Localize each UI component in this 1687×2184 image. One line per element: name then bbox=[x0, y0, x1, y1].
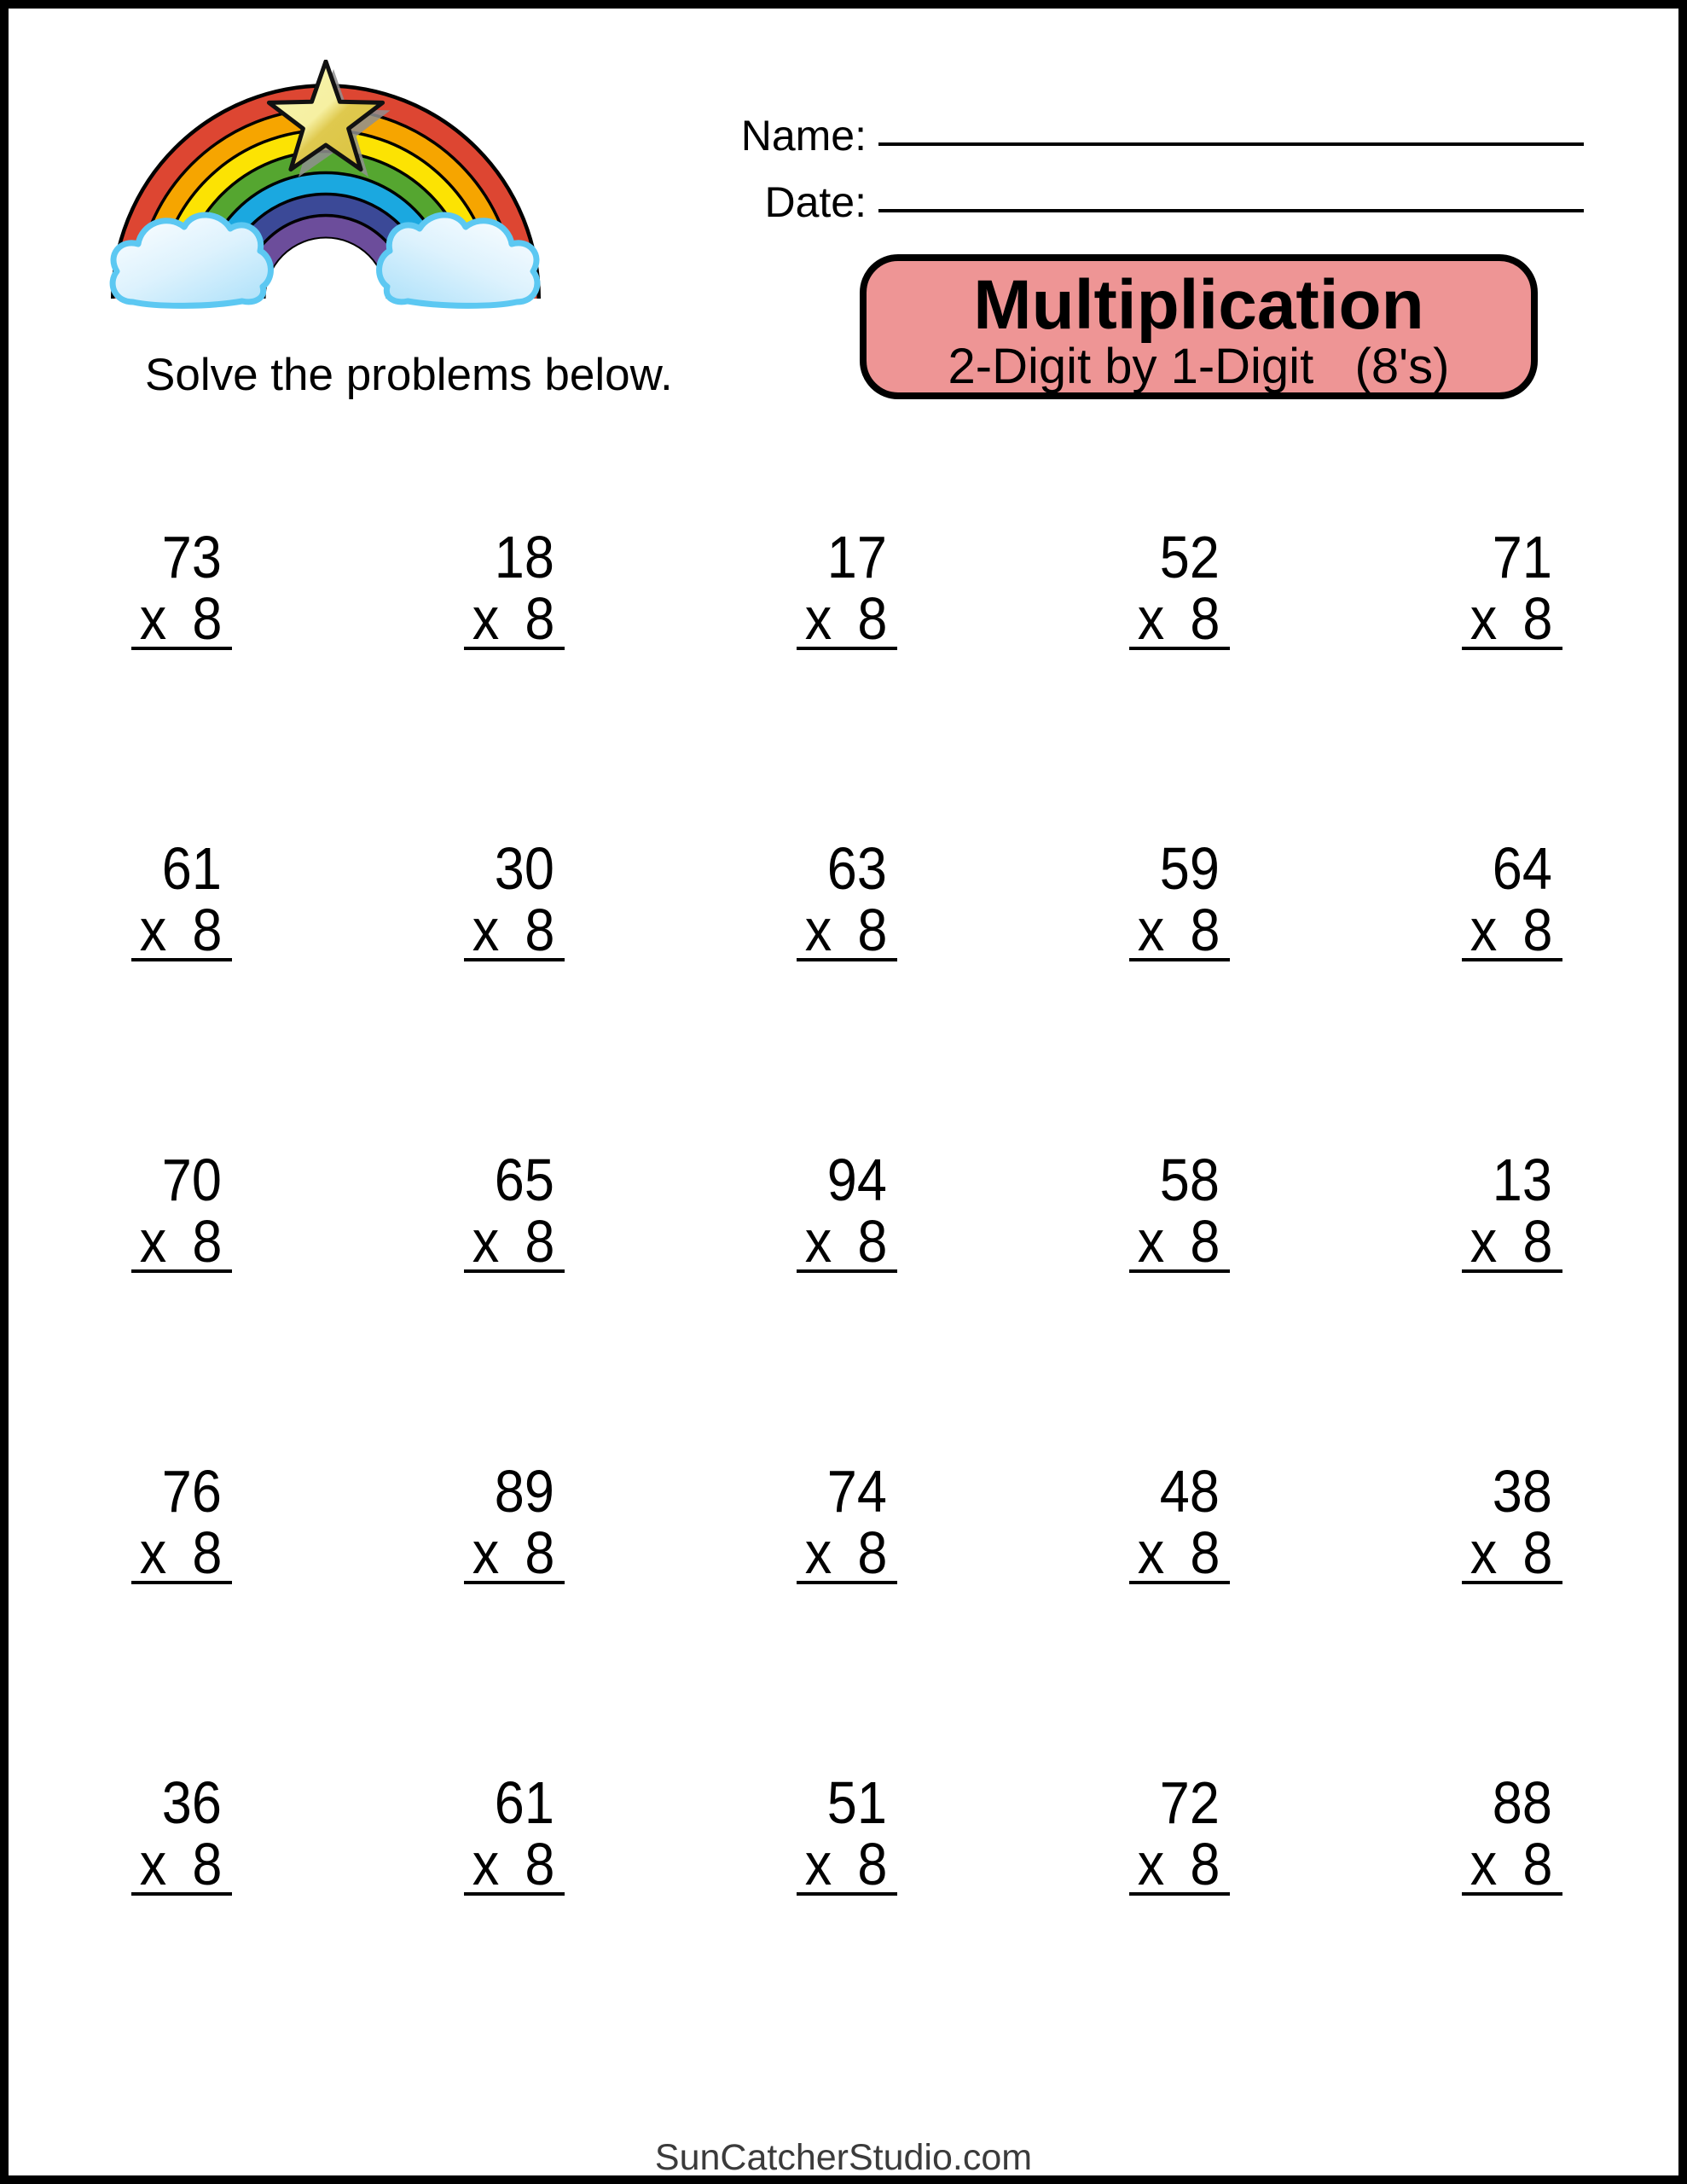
problem-12 bbox=[360, 1149, 565, 1273]
multiplier-row: x 8 bbox=[139, 585, 222, 652]
problem-18 bbox=[693, 1458, 897, 1586]
multiplier-row: x 8 bbox=[1137, 1208, 1220, 1275]
multiplier-row: x 8 bbox=[804, 1208, 887, 1275]
problem-11 bbox=[27, 1149, 232, 1273]
multiplicand: 59 bbox=[1159, 835, 1220, 902]
multiplier-row: x 8 bbox=[472, 1208, 554, 1275]
multiplier-row: x 8 bbox=[472, 1519, 554, 1586]
problem-25 bbox=[1358, 1769, 1562, 1897]
multiplier-row: x 8 bbox=[1137, 585, 1220, 652]
problem-13 bbox=[693, 1149, 897, 1273]
multiplicand: 36 bbox=[161, 1769, 222, 1836]
multiplier-row: x 8 bbox=[472, 897, 554, 963]
problem-23 bbox=[693, 1769, 897, 1897]
problem-9 bbox=[1025, 835, 1230, 963]
problem-3 bbox=[693, 526, 897, 650]
multiplicand: 88 bbox=[1492, 1769, 1552, 1836]
multiplier-row: x 8 bbox=[472, 1831, 554, 1897]
problem-2 bbox=[360, 526, 565, 650]
multiplier-row: x 8 bbox=[804, 897, 887, 963]
worksheet-subtitle: 2-Digit by 1-Digit (8's) bbox=[948, 339, 1450, 394]
multiplier-row: x 8 bbox=[1470, 1831, 1552, 1897]
problems-grid bbox=[9, 9, 1678, 2175]
multiplicand: 73 bbox=[161, 524, 222, 590]
multiplicand: 89 bbox=[494, 1458, 554, 1525]
multiplicand: 52 bbox=[1159, 524, 1220, 590]
problem-6 bbox=[27, 835, 232, 963]
multiplicand: 64 bbox=[1492, 835, 1552, 902]
instruction-text: Solve the problems below. bbox=[145, 350, 673, 400]
problem-10 bbox=[1358, 835, 1562, 963]
problem-7 bbox=[360, 835, 565, 963]
multiplicand: 76 bbox=[161, 1458, 222, 1525]
multiplicand: 63 bbox=[826, 835, 887, 902]
problem-8 bbox=[693, 835, 897, 963]
multiplier-row: x 8 bbox=[472, 585, 554, 652]
multiplier-row: x 8 bbox=[139, 1519, 222, 1586]
multiplicand: 38 bbox=[1492, 1458, 1552, 1525]
multiplier-row: x 8 bbox=[1470, 585, 1552, 652]
problem-1 bbox=[27, 526, 232, 650]
multiplier-row: x 8 bbox=[1470, 1519, 1552, 1586]
multiplicand: 13 bbox=[1492, 1147, 1552, 1213]
problem-22 bbox=[360, 1769, 565, 1897]
multiplicand: 17 bbox=[826, 524, 887, 590]
multiplier-row: x 8 bbox=[804, 585, 887, 652]
multiplier-row: x 8 bbox=[139, 1831, 222, 1897]
multiplicand: 70 bbox=[161, 1147, 222, 1213]
multiplicand: 72 bbox=[1159, 1769, 1220, 1836]
multiplicand: 61 bbox=[494, 1769, 554, 1836]
problem-17 bbox=[360, 1458, 565, 1586]
multiplier-row: x 8 bbox=[1470, 897, 1552, 963]
multiplicand: 48 bbox=[1159, 1458, 1220, 1525]
multiplier-row: x 8 bbox=[1137, 1519, 1220, 1586]
multiplicand: 58 bbox=[1159, 1147, 1220, 1213]
name-label: Name: bbox=[740, 112, 867, 160]
problem-14 bbox=[1025, 1149, 1230, 1273]
multiplicand: 65 bbox=[494, 1147, 554, 1213]
multiplicand: 30 bbox=[494, 835, 554, 902]
multiplicand: 74 bbox=[826, 1458, 887, 1525]
multiplier-row: x 8 bbox=[804, 1519, 887, 1586]
problem-16 bbox=[27, 1458, 232, 1586]
multiplicand: 51 bbox=[826, 1769, 887, 1836]
multiplier-row: x 8 bbox=[804, 1831, 887, 1897]
multiplicand: 18 bbox=[494, 524, 554, 590]
multiplier-row: x 8 bbox=[1137, 897, 1220, 963]
multiplicand: 71 bbox=[1492, 524, 1552, 590]
problem-5 bbox=[1358, 526, 1562, 650]
problem-24 bbox=[1025, 1769, 1230, 1897]
worksheet-title: Multiplication bbox=[973, 266, 1424, 344]
date-label: Date: bbox=[764, 178, 867, 226]
multiplier-row: x 8 bbox=[1470, 1208, 1552, 1275]
problem-15 bbox=[1358, 1149, 1562, 1273]
multiplicand: 94 bbox=[826, 1147, 887, 1213]
multiplicand: 61 bbox=[161, 835, 222, 902]
footer-site-text: SunCatcherStudio.com bbox=[654, 2137, 1033, 2178]
multiplier-row: x 8 bbox=[139, 1208, 222, 1275]
problem-21 bbox=[27, 1769, 232, 1897]
problem-4 bbox=[1025, 526, 1230, 650]
problem-20 bbox=[1358, 1458, 1562, 1586]
multiplier-row: x 8 bbox=[1137, 1831, 1220, 1897]
multiplier-row: x 8 bbox=[139, 897, 222, 963]
problem-19 bbox=[1025, 1458, 1230, 1586]
